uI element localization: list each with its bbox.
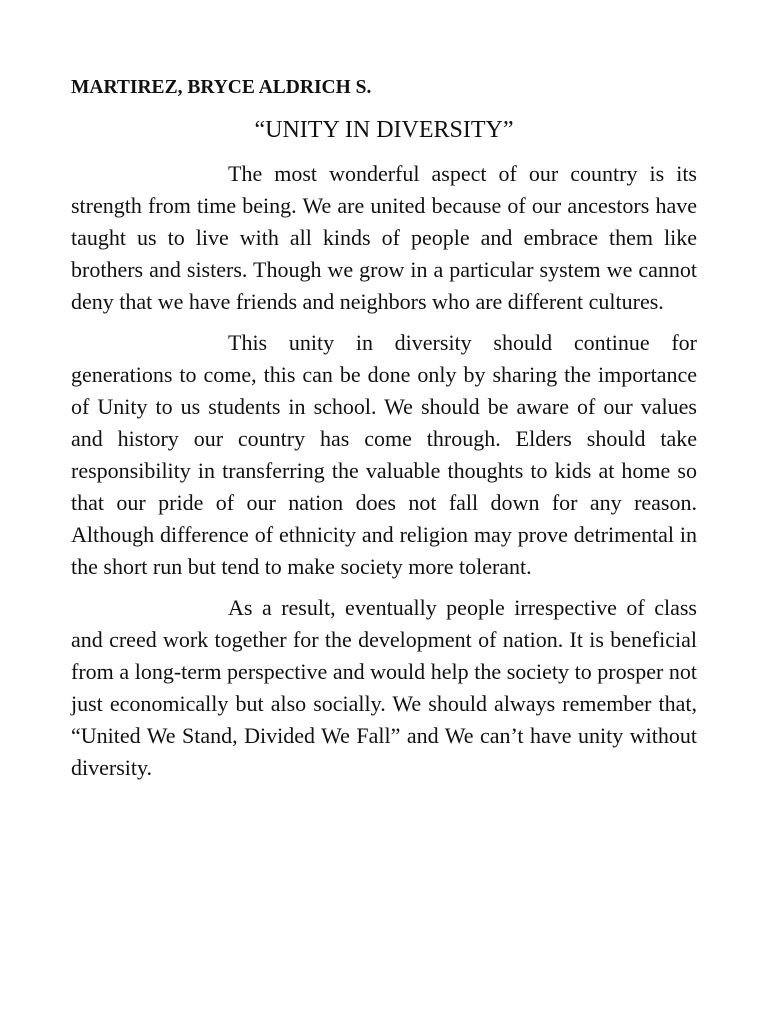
essay-title: “UNITY IN DIVERSITY” bbox=[254, 117, 514, 143]
essay-body bbox=[71, 158, 697, 793]
paragraph-3: As a result, eventually people irrespective of class and creed work together for the development of nation. It is beneficial from a long-term perspective and would help the society to prosper not just economically but also socially. We should always remember that, “United We Stand, Divided We Fall” and We can’t have unity without diversity. bbox=[71, 595, 697, 780]
paragraph-2: This unity in diversity should continue for generations to come, this can be done only by sharing the importance of Unity to us students in school. We should be aware of our values and history our country has come through. Elders should take responsibility in transferring the valuable thoughts to kids at home so that our pride of our nation does not fall down for any reason. Although difference of ethnicity and religion may prove detrimental in the short run but tend to make society more tolerant. bbox=[71, 330, 697, 579]
author-name: MARTIREZ, BRYCE ALDRICH S. bbox=[71, 77, 372, 98]
paragraph-1: The most wonderful aspect of our country is its strength from time being. We are united because of our ancestors have taught us to live with all kinds of people and embrace them like brothers and sisters. Though we grow in a particular system we cannot deny that we have friends and neighbors who are different cultures. bbox=[71, 161, 697, 314]
